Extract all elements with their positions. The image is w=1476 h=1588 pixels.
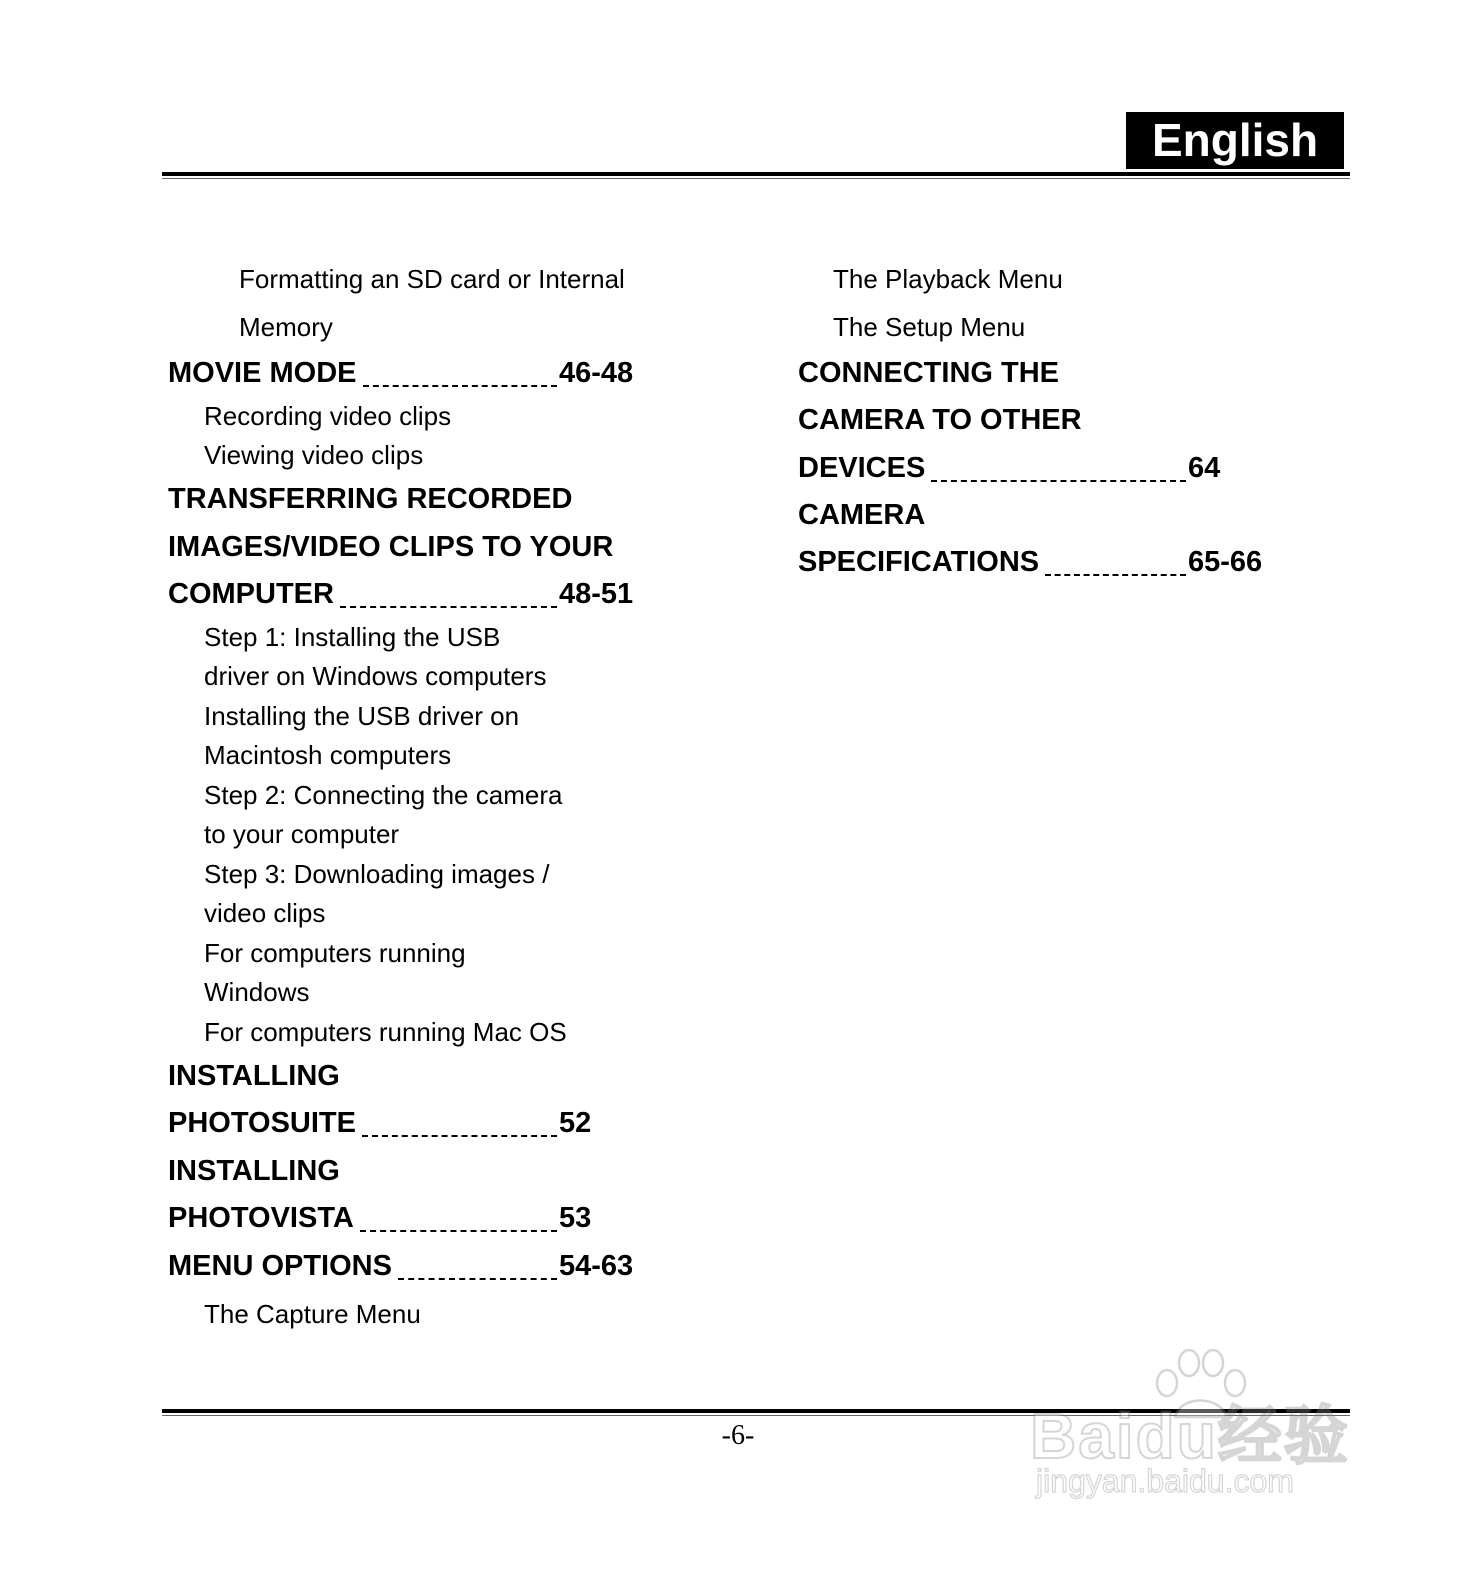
toc-page-number: 64 [1188,452,1221,484]
toc-subentry: Memory [239,312,333,342]
toc-page-number: 54-63 [559,1250,634,1282]
baidu-watermark [1030,1345,1370,1515]
page-number: -6- [721,1420,755,1451]
toc-dotted-leader [1045,574,1186,576]
toc-page-number: 48-51 [559,578,634,610]
toc-page-number: 53 [559,1202,592,1234]
watermark-url: jingyan.baidu.com [1036,1463,1294,1499]
toc-subentry: Windows [204,977,310,1007]
toc-heading: COMPUTER [168,578,334,610]
header-rule-thin [162,178,1350,179]
toc-page-number: 46-48 [559,357,634,389]
toc-page-number: 65-66 [1188,546,1263,578]
toc-subentry: The Capture Menu [204,1299,421,1329]
toc-heading: PHOTOVISTA [168,1202,354,1234]
toc-subentry: The Playback Menu [833,264,1063,294]
toc-subentry: Step 2: Connecting the camera [204,780,563,810]
toc-subentry: Step 1: Installing the USB [204,622,501,652]
toc-heading: IMAGES/VIDEO CLIPS TO YOUR [168,531,614,563]
toc-heading: MENU OPTIONS [168,1250,392,1282]
toc-heading: TRANSFERRING RECORDED [168,483,573,515]
toc-heading: INSTALLING [168,1155,340,1187]
toc-subentry: Installing the USB driver on [204,701,520,731]
toc-subentry: Viewing video clips [204,440,424,470]
toc-subentry: For computers running Mac OS [204,1017,567,1047]
toc-subentry: The Setup Menu [833,312,1026,342]
toc-subentry: Step 3: Downloading images / [204,859,550,889]
toc-dotted-leader [398,1278,557,1280]
toc-page-number: 52 [559,1107,592,1139]
toc-subentry: Formatting an SD card or Internal [239,264,625,294]
toc-heading: DEVICES [798,452,926,484]
toc-heading: CONNECTING THE [798,357,1059,389]
toc-subentry: video clips [204,898,326,928]
toc-heading: INSTALLING [168,1060,340,1092]
toc-heading: MOVIE MODE [168,357,357,389]
toc-dotted-leader [931,480,1186,482]
toc-dotted-leader [340,606,557,608]
toc-heading: CAMERA TO OTHER [798,404,1082,436]
language-badge: English [1126,112,1344,169]
toc-heading: PHOTOSUITE [168,1107,356,1139]
toc-dotted-leader [360,1230,557,1232]
toc-dotted-leader [363,385,557,387]
toc-subentry: For computers running [204,938,466,968]
toc-subentry: to your computer [204,819,400,849]
header-rule [162,172,1350,176]
toc-heading: SPECIFICATIONS [798,546,1040,578]
watermark-brand: Baidu经验 [1030,1400,1350,1472]
toc-dotted-leader [362,1135,557,1137]
toc-subentry: Macintosh computers [204,740,452,770]
toc-heading: CAMERA [798,499,926,531]
toc-subentry: Recording video clips [204,401,452,431]
toc-subentry: driver on Windows computers [204,661,547,691]
